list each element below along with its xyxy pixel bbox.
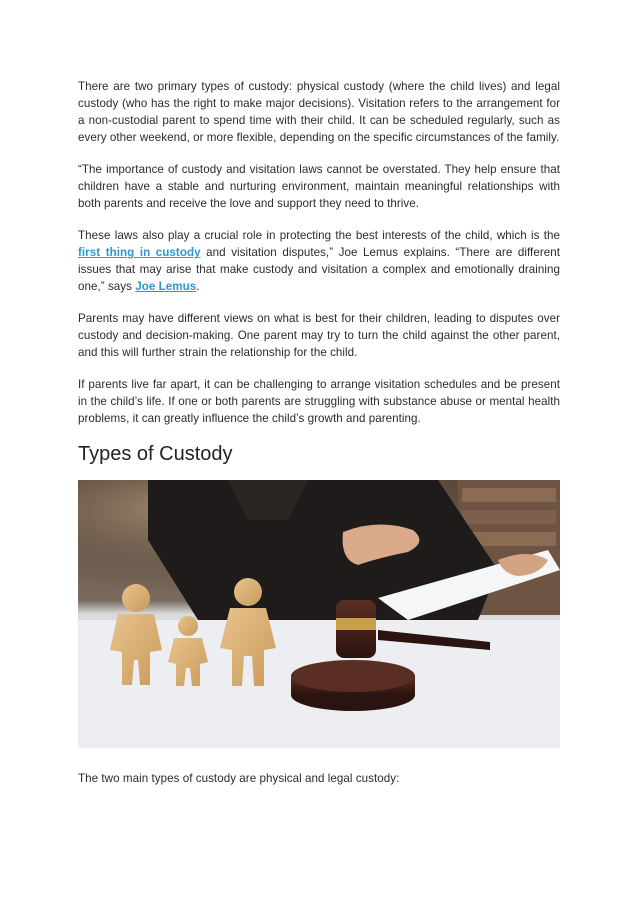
section-heading-types-of-custody: Types of Custody	[78, 443, 233, 465]
custody-gavel-family-photo	[78, 480, 560, 748]
paragraph-main-types: The two main types of custody are physical and legal custody:	[78, 772, 400, 785]
paragraph-importance-quote: “The importance of custody and visitation laws cannot be overstated. They help ensure that children have a stable and nurturing environment, maintain meaningful relationships with both parents and receive the love and support they need to thrive.	[78, 163, 560, 210]
article-body	[78, 78, 560, 802]
paragraph-parent-disputes: Parents may have different views on what is best for their children, leading to disputes over custody and decision-making. One parent may try to turn the child against the other parent, and this will further strain the relationship for the child.	[78, 312, 560, 359]
paragraph-text-before: These laws also play a crucial role in protecting the best interests of the child, which is the	[78, 229, 560, 242]
joe-lemus-link[interactable]: Joe Lemus	[135, 280, 197, 293]
first-thing-in-custody-link[interactable]: first thing in custody	[78, 246, 201, 259]
paragraph-text-after: .	[196, 280, 200, 293]
paragraph-text-middle: and visitation disputes,” Joe Lemus explains. “There are different issues that may arise that make custody and visitation a complex and emotionally draining one,” says	[78, 246, 561, 293]
paragraph-best-interests	[78, 227, 560, 295]
paragraph-distance-issues: If parents live far apart, it can be challenging to arrange visitation schedules and be present in the child’s life. If one or both parents are struggling with substance abuse or mental health problems, it can greatly influence the child’s growth and parenting.	[78, 378, 560, 425]
paragraph-custody-types-intro: There are two primary types of custody: physical custody (where the child lives) and legal custody (who has the right to make major decisions). Visitation refers to the arrangement for a non-custodial parent to spend time with their child. It can be scheduled regularly, such as every other weekend, or more flexible, depending on the specific circumstances of the family.	[78, 80, 560, 144]
